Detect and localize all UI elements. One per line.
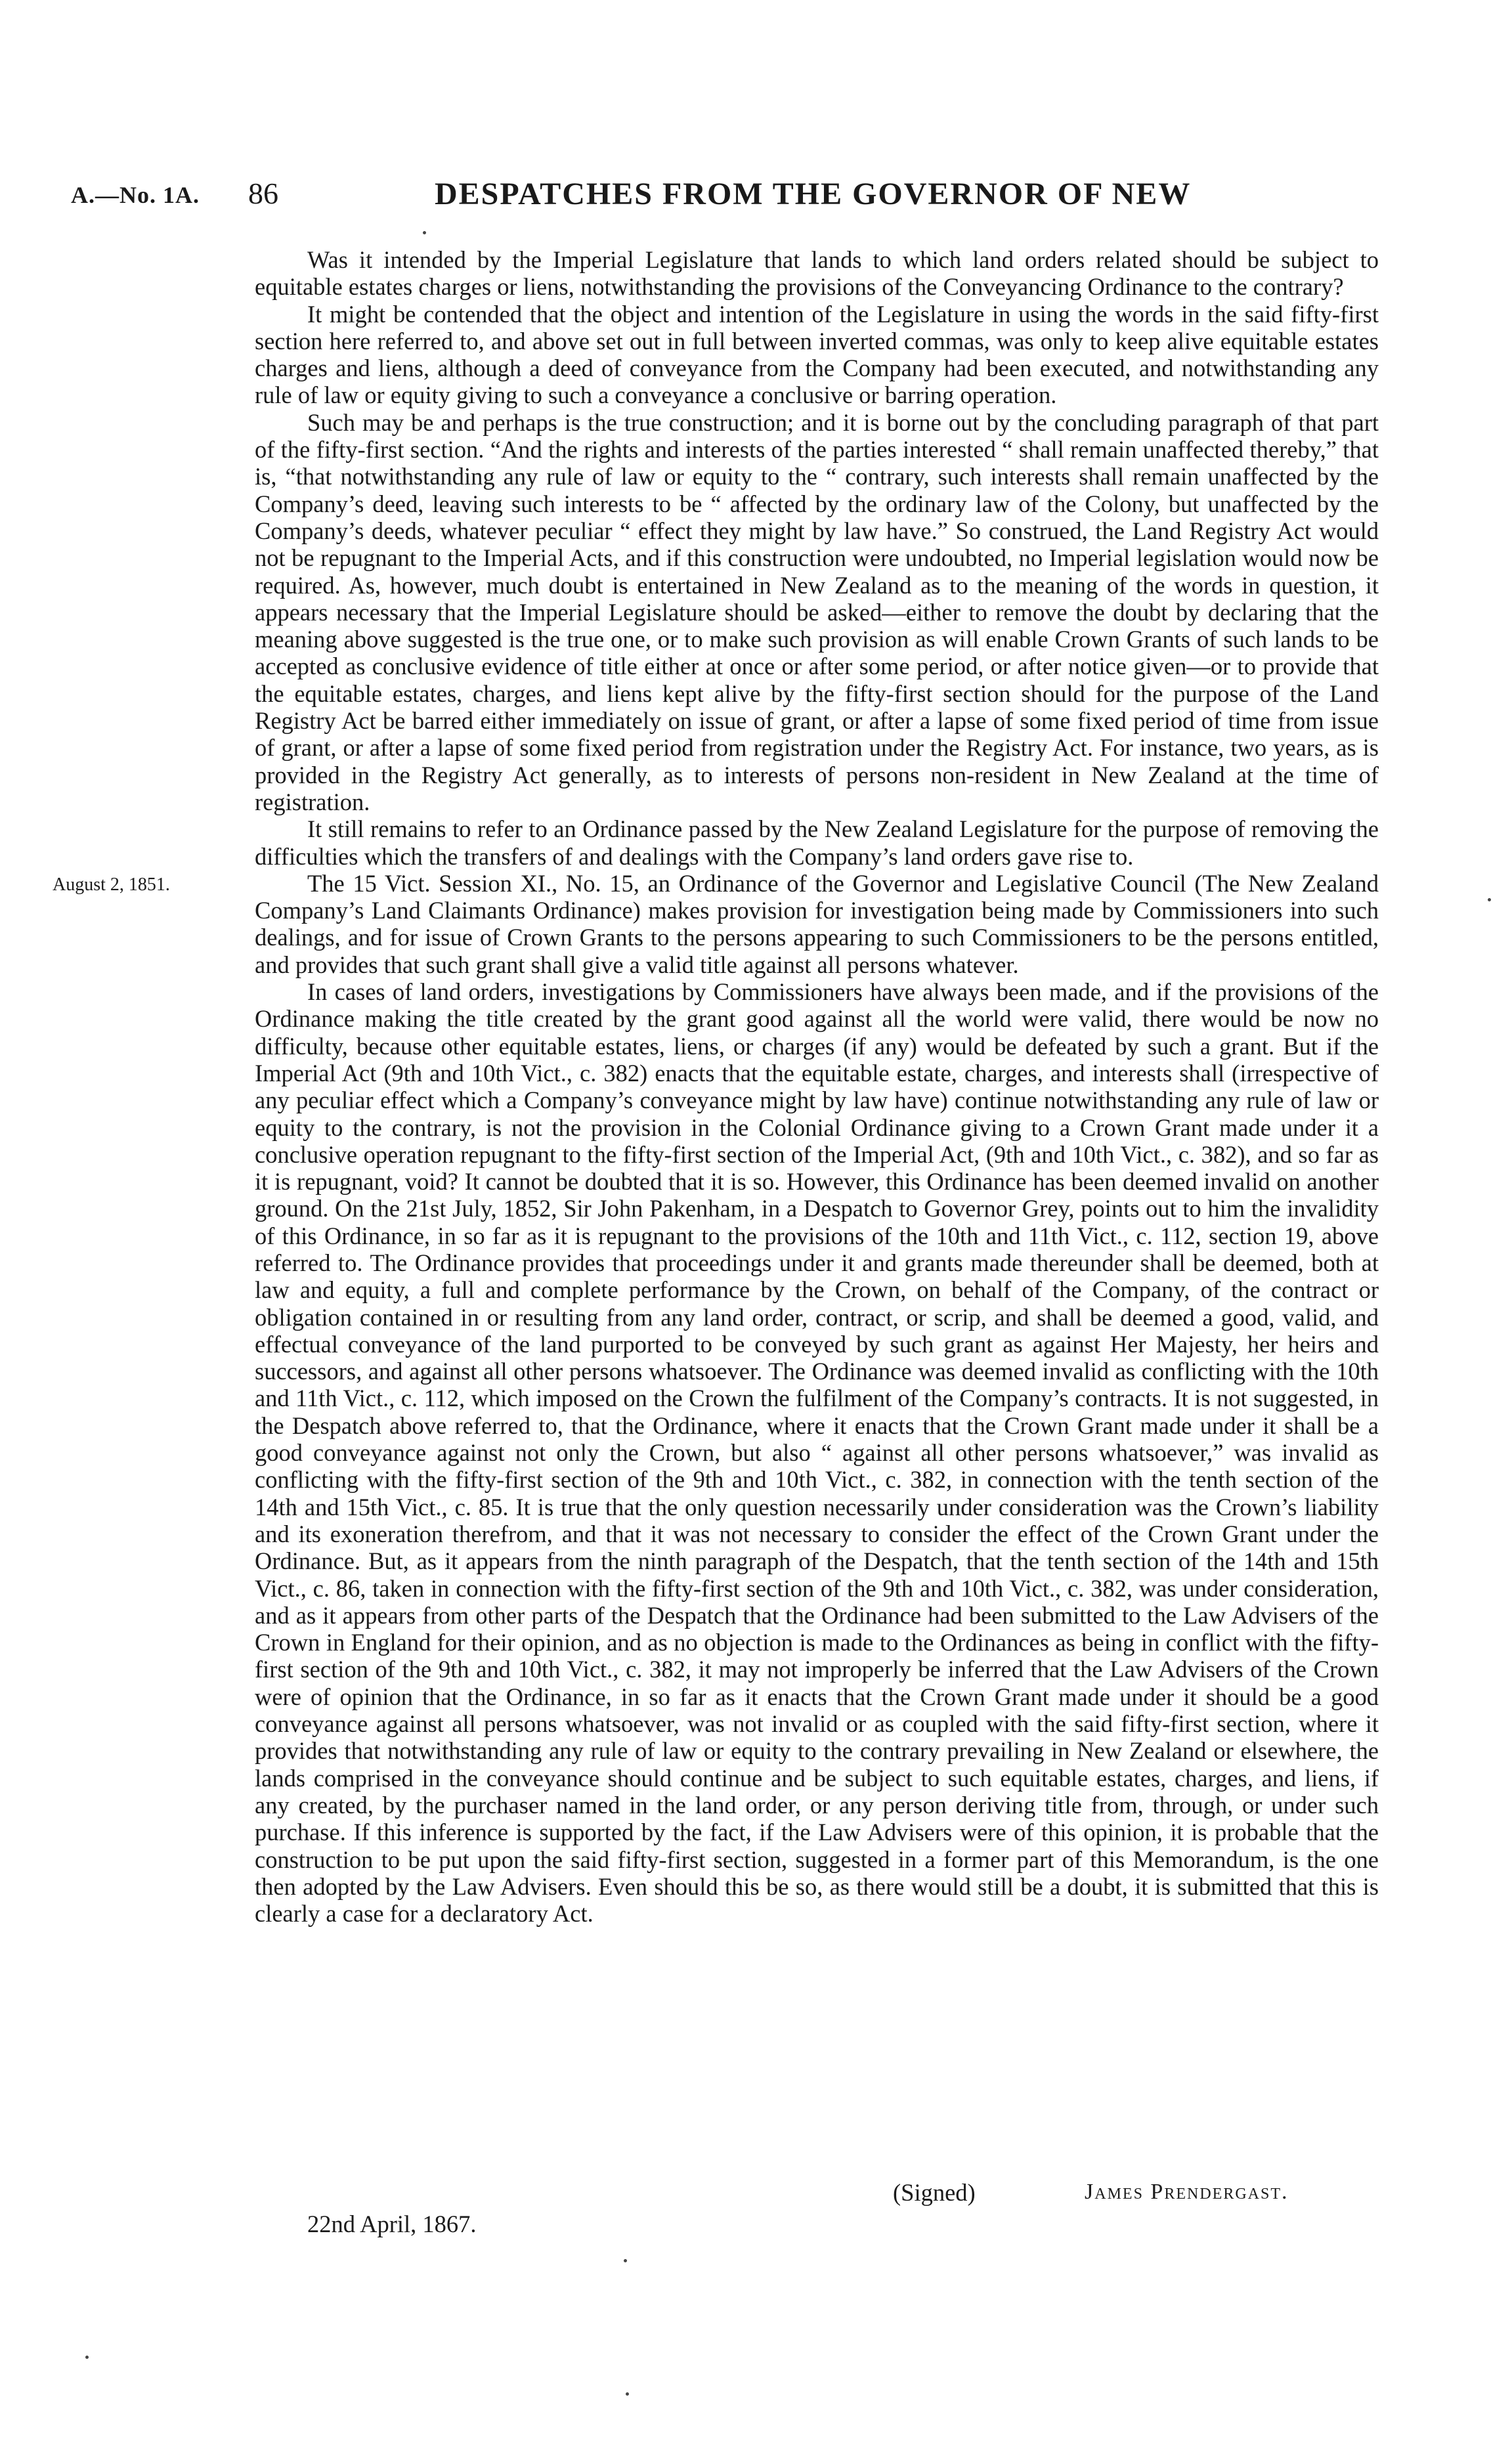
running-title: DESPATCHES FROM THE GOVERNOR OF NEW bbox=[435, 177, 1192, 211]
signed-label: (Signed) bbox=[893, 2179, 976, 2206]
paragraph-5: The 15 Vict. Session XI., No. 15, an Ordinance of the Governor and Legislative Council (The New Zealand Company’s Land Claimants Ordinance) makes provision for investigation being made by Commissioners into such dealings, and for issue of Crown Grants to the persons appearing to such Commissioners to be the persons entitled, and provides that such grant shall give a valid title against all persons whatever. bbox=[255, 869, 1379, 978]
memorandum-date: 22nd April, 1867. bbox=[307, 2210, 477, 2237]
page-header bbox=[0, 176, 1512, 222]
signatory-name: James Prendergast. bbox=[1085, 2180, 1289, 2204]
page-number: 86 bbox=[248, 177, 278, 210]
memorandum-body bbox=[53, 246, 1379, 1928]
signature-block bbox=[893, 2178, 1392, 2210]
document-reference: A.—No. 1A. bbox=[71, 182, 200, 208]
paragraph-2: It might be contended that the object and intention of the Legislature in using the words in the said fifty-first section here referred to, and above set out in full between inverted commas, was only to keep alive equitable estates charges and liens, although a deed of conveyance from the Company had been executed, and notwithstanding any rule of law or equity giving to such a conveyance a conclusive or barring operation. bbox=[255, 300, 1379, 409]
paragraph-4: It still remains to refer to an Ordinance passed by the New Zealand Legislature for the purpose of removing the difficulties which the transfers of and dealings with the Company’s land orders gave rise to. bbox=[255, 815, 1379, 870]
paragraph-3: Such may be and perhaps is the true construction; and it is borne out by the concluding paragraph of that part of the fifty-first section. “And the rights and interests of the parties interested “ shall remain unaffected thereby,” that is, “that notwithstanding any rule of law or equity to the “ contrary, such interests shall remain unaffected by the Company’s deed, leaving such interests to be “ affected by the ordinary law of the Colony, but unaffected by the Company’s deeds, whatever peculiar “ effect they might by law have.” So construed, the Land Registry Act would not be repugnant to the Imperial Acts, and if this construction were undoubted, no Imperial legislation would now be required. As, however, much doubt is entertained in New Zealand as to the meaning of the words in question, it appears necessary that the Imperial Legislature should be asked—either to remove the doubt by declaring that the meaning above suggested is the true one, or to make such provision as will enable Crown Grants of such lands to be accepted as conclusive evidence of title either at once or after some period, or after notice given—or to provide that the equitable estates, charges, and liens kept alive by the fifty-first section should for the purpose of the Land Registry Act be barred either immediately on issue of grant, or after a lapse of some fixed period of time from issue of grant, or after a lapse of some fixed period from registration under the Registry Act. For instance, two years, as is provided in the Registry Act generally, as to interests of persons non-resident in New Zealand at the time of registration. bbox=[255, 408, 1379, 815]
print-speck bbox=[423, 231, 426, 234]
print-speck bbox=[624, 2259, 627, 2262]
paragraph-5-block bbox=[53, 869, 1379, 978]
print-speck bbox=[85, 2356, 89, 2359]
paragraph-1: Was it intended by the Imperial Legislature that lands to which land orders related should be subject to equitable estates charges or liens, notwithstanding the provisions of the Conveyancing Ordinance to the contrary? bbox=[255, 246, 1379, 301]
print-speck bbox=[1488, 898, 1491, 901]
print-speck bbox=[626, 2392, 629, 2396]
paragraph-6: In cases of land orders, investigations by Commissioners have always been made, and if the provisions of the Ordinance making the title created by the grant good against all the world were valid, there would be now no difficulty, because other equitable estates, liens, or charges (if any) would be defeated by such a grant. But if the Imperial Act (9th and 10th Vict., c. 382) enacts that the equitable estate, charges, and interests shall (irrespective of any peculiar effect which a Company’s conveyance might by law have) continue notwithstanding any rule of law or equity to the contrary, is not the provision in the Colonial Ordinance giving to a Crown Grant made under it a conclusive operation repugnant to the fifty-first section of the Imperial Act, (9th and 10th Vict., c. 382), and so far as it is repugnant, void? It cannot be doubted that it is so. However, this Ordinance has been deemed invalid on another ground. On the 21st July, 1852, Sir John Pakenham, in a Despatch to Governor Grey, points out to him the invalidity of this Ordinance, in so far as it is repugnant to the provisions of the 10th and 11th Vict., c. 112, section 19, above referred to. The Ordinance provides that proceedings under it and grants made thereunder shall be deemed, both at law and equity, a full and complete performance by the Crown, on behalf of the Company, of the contract or obligation contained in or resulting from any land order, contract, or scrip, and shall be deemed a good, valid, and effectual conveyance of the land purported to be conveyed by such grant as against Her Majesty, her heirs and successors, and against all other persons whatsoever. The Ordinance was deemed invalid as conflicting with the 10th and 11th Vict., c. 112, which imposed on the Crown the fulfilment of the Company’s contracts. It is not suggested, in the Despatch above referred to, that the Ordinance, where it enacts that the Crown Grant made under it shall be a good conveyance against not only the Crown, but also “ against all other persons whatsoever,” was invalid as conflicting with the fifty-first section of the 9th and 10th Vict., c. 382, in connection with the tenth section of the 14th and 15th Vict., c. 85. It is true that the only question necessarily under consideration was the Crown’s liability and its exoneration therefrom, and that it was not necessary to consider the effect of the Crown Grant under the Ordinance. But, as it appears from the ninth paragraph of the Despatch, that the tenth section of the 14th and 15th Vict., c. 86, taken in connection with the fifty-first section of the 9th and 10th Vict., c. 382, was under consideration, and as it appears from other parts of the Despatch that the Ordinance had been submitted to the Law Advisers of the Crown in England for their opinion, and as no objection is made to the Ordinances as being in conflict with the fifty-first section of the 9th and 10th Vict., c. 382, it may not improperly be inferred that the Law Advisers of the Crown were of opinion that the Ordinance, in so far as it enacts that the Crown Grant made under it should be a good conveyance against all persons whatsoever, was not invalid or as coupled with the said fifty-first section, where it provides that notwithstanding any rule of law or equity to the contrary prevailing in New Zealand or elsewhere, the lands comprised in the conveyance should continue and be subject to such equitable estates, charges, and liens, if any created, by the purchaser named in the land order, or any person deriving title from, through, or under such purchase. If this inference is supported by the fact, if the Law Advisers were of this opinion, it is probable that the construction to be put upon the said fifty-first section, suggested in a former part of this Memorandum, is the one then adopted by the Law Advisers. Even should this be so, as there would still be a doubt, it is submitted that this is clearly a case for a declaratory Act. bbox=[255, 978, 1379, 1928]
margin-date-note: August 2, 1851. bbox=[53, 874, 170, 895]
